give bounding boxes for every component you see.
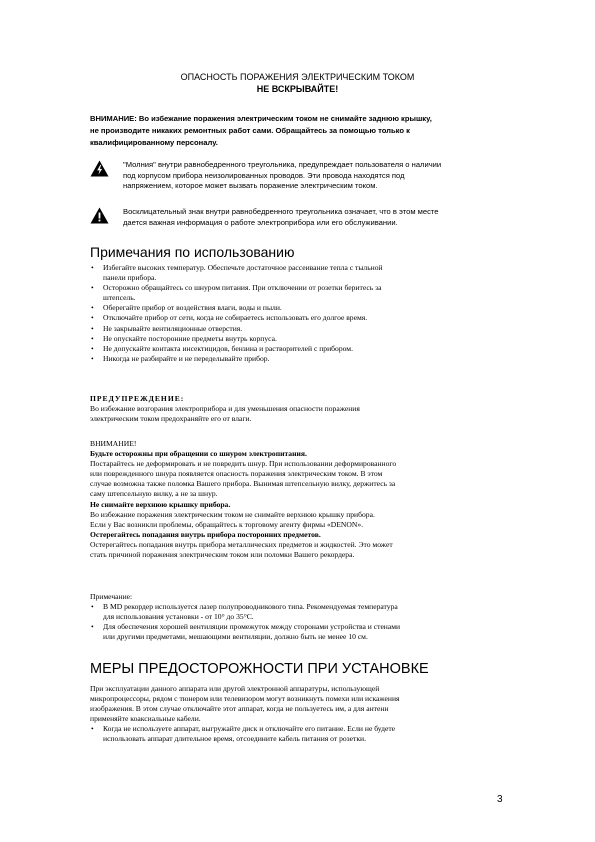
attention-line: Постарайтесь не деформировать и не повредить шнур. При использовании деформированного [90, 459, 397, 469]
symbol-text-line: под корпусом прибора неизолированных проводов. Эти провода находятся под [123, 170, 405, 180]
attention-subheading: Будьте осторожны при обращении со шнуром электропитания. [90, 449, 307, 459]
list-item-line: для использования установки - от 10° до 35°C. [103, 612, 254, 622]
list-item-line: • Не опускайте посторонние предметы внутрь корпуса. [103, 333, 277, 343]
lightning-symbol-explanation [90, 160, 510, 192]
symbol-text-line: "Молния" внутри равнобедренного треугольника, предупреждает пользователя о наличии [123, 160, 442, 169]
install-line: изображения. В этом случае отключайте этот аппарат, когда не пользуетесь им, а для антенн [90, 704, 389, 714]
list-item-line: • Отключайте прибор от сети, когда не собираетесь использовать его долгое время. [103, 313, 368, 323]
list-item-line: • Для обеспечения хорошей вентиляции промежуток между сторонами устройства и стенами [103, 622, 401, 632]
list-item-line: • Осторожно обращайтесь со шнуром питания. При отключении от розетки беритесь за [103, 283, 382, 293]
notes-list [90, 263, 510, 364]
danger-header [0, 72, 595, 95]
list-item [90, 263, 510, 283]
list-item [90, 324, 510, 334]
list-item-line: • В MD рекордер используется лазер полупроводникового типа. Рекомендуемая температура [103, 602, 398, 612]
attention-block [90, 439, 510, 560]
attention-line: случае возможна также поломка Вашего прибора. Вынимая штепсельную вилку, держитесь за [90, 479, 396, 489]
notes-heading: Примечания по использованию [90, 244, 295, 260]
exclamation-triangle-icon [90, 207, 123, 229]
caution-line: Во избежание возгорания электроприбора и для уменьшения опасности поражения [90, 404, 360, 414]
attention-subheading: Не снимайте верхнюю крышку прибора. [90, 499, 231, 509]
remark-block [90, 592, 510, 642]
caution-line: электрическим током предохраняйте его от влаги. [90, 414, 252, 424]
install-block [90, 684, 510, 745]
attention-line: стать причиной поражения электрическим током или поломки Вашего рекордера. [90, 550, 355, 560]
attention-line: Остерегайтесь попадания внутрь прибора металлических предметов и жидкостей. Это может [90, 539, 393, 549]
attention-line: саму штепсельную вилку, а не за шнур. [90, 489, 218, 499]
caution-block [90, 394, 510, 424]
symbol-text-line: напряжением, которое может вызвать поражение электрическим током. [123, 181, 378, 190]
attention-line: Если у Вас возникли проблемы, обращайтесь к торговому агенту фирмы «DENON». [90, 519, 364, 529]
list-item-line: • Когда не используете аппарат, выгружайте диск и отключайте его питание. Если не будете [103, 724, 396, 734]
attention-subheading: Остерегайтесь попадания внутрь прибора посторонних предметов. [90, 529, 321, 539]
danger-header-line-1: ОПАСНОСТЬ ПОРАЖЕНИЯ ЭЛЕКТРИЧЕСКИМ ТОКОМ [180, 72, 415, 82]
list-item [90, 622, 510, 642]
list-item [90, 602, 510, 622]
list-item [90, 344, 510, 354]
list-item-line: использовать аппарат длительное время, отсоедините кабель питания от розетки. [103, 734, 367, 744]
exclamation-symbol-explanation [90, 207, 510, 229]
remark-title: Примечание: [90, 592, 133, 601]
warning-line: не производите никаких ремонтных работ сами. Обращайтесь за помощью только к [90, 126, 410, 135]
list-item [90, 724, 510, 744]
install-line: микропроцессоры, рядом с тюнером или телевизором могут возникнуть помехи или искажения [90, 694, 400, 704]
symbol-text-line: дается важная информация о работе электроприбора или его обслуживании. [123, 217, 398, 227]
list-item-line: • Оберегайте прибор от воздействия влаги, воды и пыли. [103, 303, 282, 313]
list-item-line: • Никогда не разбирайте и не переделывайте прибор. [103, 353, 270, 363]
danger-header-line-2: НЕ ВСКРЫВАЙТЕ! [256, 83, 339, 94]
warning-line: квалифицированному персоналу. [90, 138, 218, 147]
warning-line: ВНИМАНИЕ: Во избежание поражения электрическим током не снимайте заднюю крышку, [90, 114, 432, 123]
symbol-text-line: Восклицательный знак внутри равнобедренного треугольника означает, что в этом месте [123, 207, 439, 216]
attention-line: или поврежденного шнура появляется опасность поражения электрическим током. В этом [90, 469, 383, 479]
list-item [90, 354, 510, 364]
install-heading: МЕРЫ ПРЕДОСТОРОЖНОСТИ ПРИ УСТАНОВКЕ [90, 661, 429, 677]
list-item [90, 303, 510, 313]
caution-title: ПРЕДУПРЕЖДЕНИЕ: [90, 394, 185, 403]
list-item [90, 313, 510, 323]
lightning-symbol-text [123, 160, 441, 192]
attention-title: ВНИМАНИЕ! [90, 439, 137, 448]
install-line: применяйте коаксиальные кабели. [90, 714, 201, 724]
page-number: 3 [497, 794, 503, 805]
list-item-line: панели прибора. [103, 273, 157, 283]
lightning-triangle-icon [90, 160, 123, 182]
list-item [90, 334, 510, 344]
warning-paragraph [90, 113, 510, 149]
list-item-line: или другими предметами, мешающими вентиляции, должно быть не менее 10 см. [103, 632, 368, 642]
list-item-line: • Избегайте высоких температур. Обеспечьте достаточное рассеивание тепла с тыльной [103, 263, 383, 272]
list-item-line: штепсель. [103, 293, 136, 303]
exclamation-symbol-text [123, 207, 439, 228]
install-line: При эксплуатации данного аппарата или другой электронной аппаратуры, использующей [90, 684, 380, 693]
list-item [90, 283, 510, 303]
attention-line: Во избежание поражения электрическим током не снимайте верхнюю крышку прибора. [90, 509, 375, 519]
list-item-line: • Не закрывайте вентиляционные отверстия. [103, 323, 243, 333]
list-item-line: • Не допускайте контакта инсектицидов, бензина и растворителей с прибором. [103, 343, 353, 353]
